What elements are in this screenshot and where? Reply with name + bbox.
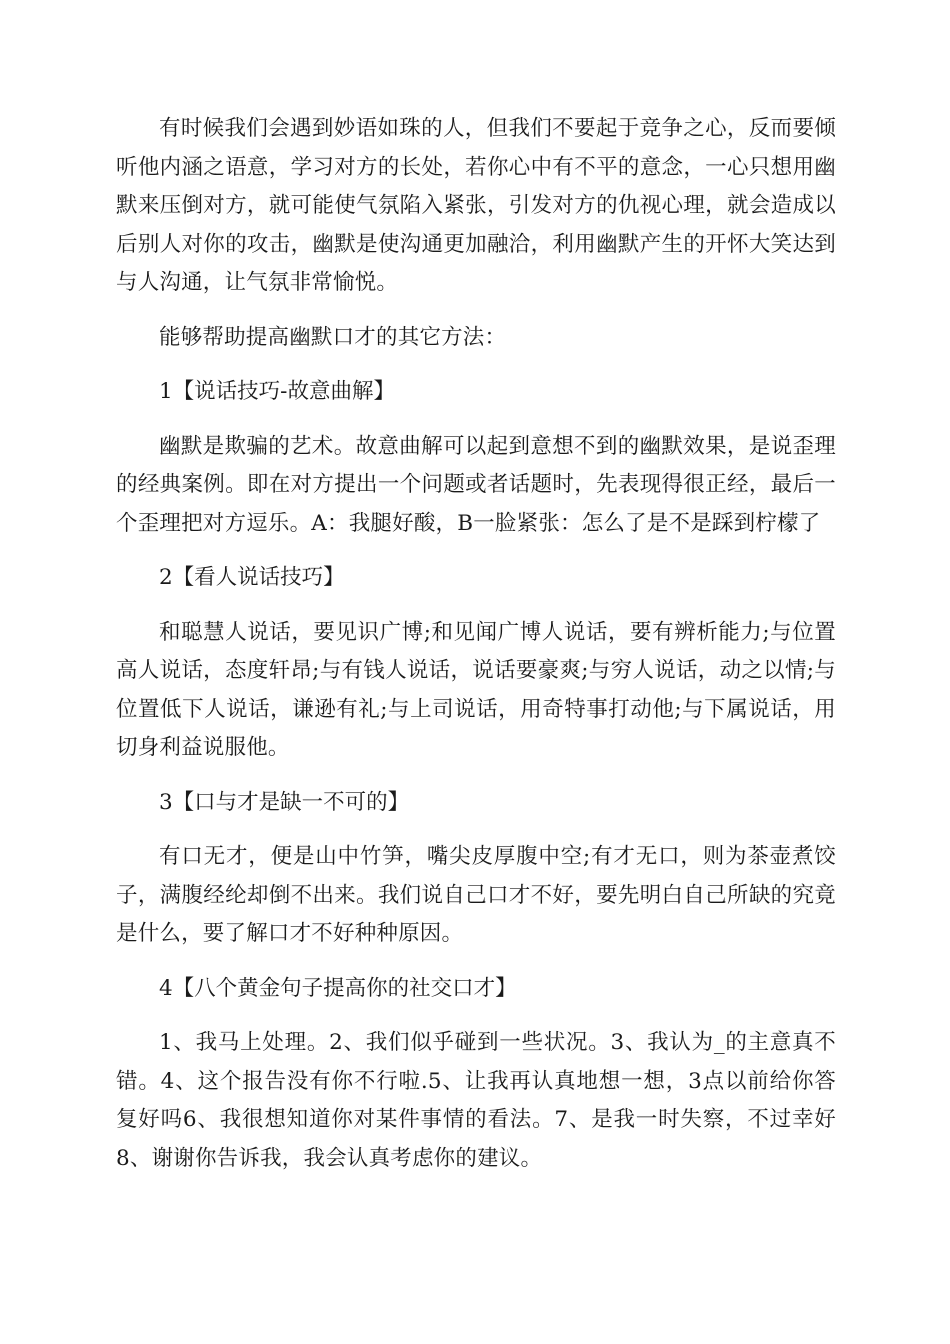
document-body <box>116 110 836 1178</box>
paragraph-deliberate-misinterpretation: 幽默是欺骗的艺术。故意曲解可以起到意想不到的幽默效果，是说歪理的经典案例。即在对方提出一个问题或者话题时，先表现得很正经，最后一个歪理把对方逗乐。A：我腿好酸，B一脸紧张：怎么了是不是踩到柠檬了 <box>116 433 836 536</box>
section-heading-3: 3【口与才是缺一不可的】 <box>159 789 410 815</box>
section-heading-2: 2【看人说话技巧】 <box>159 565 345 590</box>
section-heading-1: 1【说话技巧-故意曲解】 <box>159 379 395 404</box>
section-heading-4: 4【八个黄金句子提高你的社交口才】 <box>159 975 517 1001</box>
paragraph-other-methods-intro: 能够帮助提高幽默口才的其它方法： <box>159 324 507 350</box>
paragraph-humor-competition: 有时候我们会遇到妙语如珠的人，但我们不要起于竞争之心，反而要倾听他内涵之语意，学习对方的长处，若你心中有不平的意念，一心只想用幽默来压倒对方，就可能使气氛陷入紧张，引发对方的仇视心理，就会造成以后别人对你的攻击，幽默是使沟通更加融洽，利用幽默产生的开怀大笑达到与人沟通，让气氛非常愉悦。 <box>116 116 836 295</box>
paragraph-golden-sentences: 1、我马上处理。2、我们似乎碰到一些状况。3、我认为_的主意真不错。4、这个报告没有你不行啦.5、让我再认真地想一想，3点以前给你答复好吗6、我很想知道你对某件事情的看法。7、是我一时失察，不过幸好8、谢谢你告诉我，我会认真考虑你的建议。 <box>116 1030 836 1171</box>
paragraph-talking-to-people: 和聪慧人说话，要见识广博;和见闻广博人说话，要有辨析能力;与位置高人说话，态度轩昂;与有钱人说话，说话要豪爽;与穷人说话，动之以情;与位置低下人说话，谦逊有礼;与上司说话，用奇特事打动他;与下属说话，用切身利益说服他。 <box>116 619 836 760</box>
paragraph-mouth-and-talent: 有口无才，便是山中竹笋，嘴尖皮厚腹中空;有才无口，则为茶壶煮饺子，满腹经纶却倒不出来。我们说自己口才不好，要先明白自己所缺的究竟是什么，要了解口才不好种种原因。 <box>116 844 836 946</box>
